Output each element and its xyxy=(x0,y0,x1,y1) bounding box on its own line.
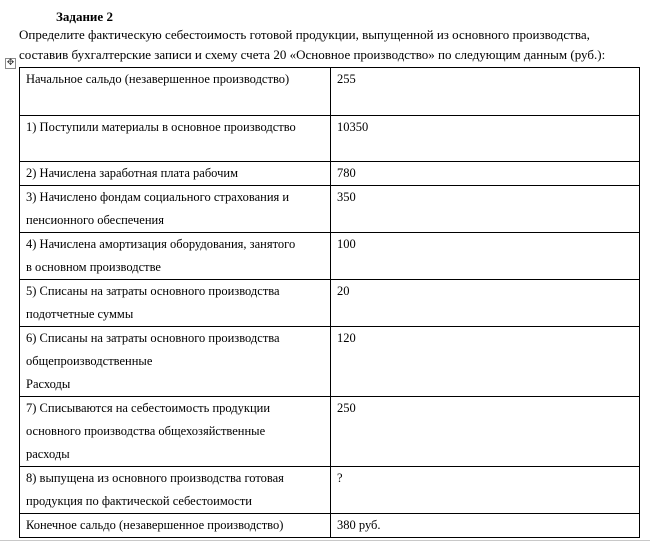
operation-cell xyxy=(20,233,331,280)
operation-cell xyxy=(20,397,331,467)
operation-text: в основном производстве xyxy=(26,260,161,274)
amount-cell: 250 xyxy=(331,397,640,467)
table-row xyxy=(20,68,640,116)
operation-text: пенсионного обеспечения xyxy=(26,213,164,227)
table-row xyxy=(20,162,640,186)
operation-text: 2) Начислена заработная плата рабочим xyxy=(26,166,238,180)
operation-text: 6) Списаны на затраты основного производства xyxy=(26,331,280,345)
amount-cell: 380 руб. xyxy=(331,514,640,538)
operation-cell xyxy=(20,327,331,397)
operation-cell xyxy=(20,162,331,186)
amount-cell: 100 xyxy=(331,233,640,280)
operation-text: 4) Начислена амортизация оборудования, занятого xyxy=(26,237,296,251)
operation-text: подотчетные суммы xyxy=(26,307,134,321)
operation-text: расходы xyxy=(26,447,70,461)
table-row xyxy=(20,514,640,538)
amount-cell: 10350 xyxy=(331,116,640,162)
operation-text: 8) выпущена из основного производства готовая xyxy=(26,471,284,485)
amount-cell: 350 xyxy=(331,186,640,233)
task-description xyxy=(19,25,629,64)
amount-cell: 20 xyxy=(331,280,640,327)
operation-cell xyxy=(20,280,331,327)
table-row xyxy=(20,327,640,397)
amount-cell: ? xyxy=(331,467,640,514)
amount-cell: 255 xyxy=(331,68,640,116)
operation-text: 5) Списаны на затраты основного производства xyxy=(26,284,280,298)
table-row xyxy=(20,397,640,467)
table-move-handle-icon[interactable]: ✥ xyxy=(6,58,15,68)
operation-cell xyxy=(20,116,331,162)
operation-text: Расходы xyxy=(26,377,71,391)
operation-text: 7) Списываются на себестоимость продукции xyxy=(26,401,271,415)
operation-text: Конечное сальдо (незавершенное производство) xyxy=(26,518,284,532)
operation-text: 3) Начислено фондам социального страхования и xyxy=(26,190,290,204)
operation-text: общепроизводственные xyxy=(26,354,153,368)
table-row xyxy=(20,233,640,280)
task-description-line-2: составив бухгалтерские записи и схему счета 20 «Основное производство» по следующим данным (руб.): xyxy=(19,46,606,62)
operation-cell xyxy=(20,68,331,116)
table-row xyxy=(20,186,640,233)
operation-text: основного производства общехозяйственные xyxy=(26,424,266,438)
page-divider xyxy=(0,540,650,541)
amount-cell: 780 xyxy=(331,162,640,186)
operation-cell xyxy=(20,467,331,514)
operation-cell xyxy=(20,514,331,538)
table-row xyxy=(20,467,640,514)
table-row xyxy=(20,116,640,162)
operation-text: продукция по фактической себестоимости xyxy=(26,494,252,508)
operation-text: 1) Поступили материалы в основное производство xyxy=(26,120,296,134)
amount-cell: 120 xyxy=(331,327,640,397)
task-description-line-1: Определите фактическую себестоимость готовой продукции, выпущенной из основного производства, xyxy=(19,27,590,42)
task-title: Задание 2 xyxy=(56,9,113,24)
table-row xyxy=(20,280,640,327)
operations-table xyxy=(19,67,640,538)
operation-cell xyxy=(20,186,331,233)
operation-text: Начальное сальдо (незавершенное производство) xyxy=(26,72,290,86)
